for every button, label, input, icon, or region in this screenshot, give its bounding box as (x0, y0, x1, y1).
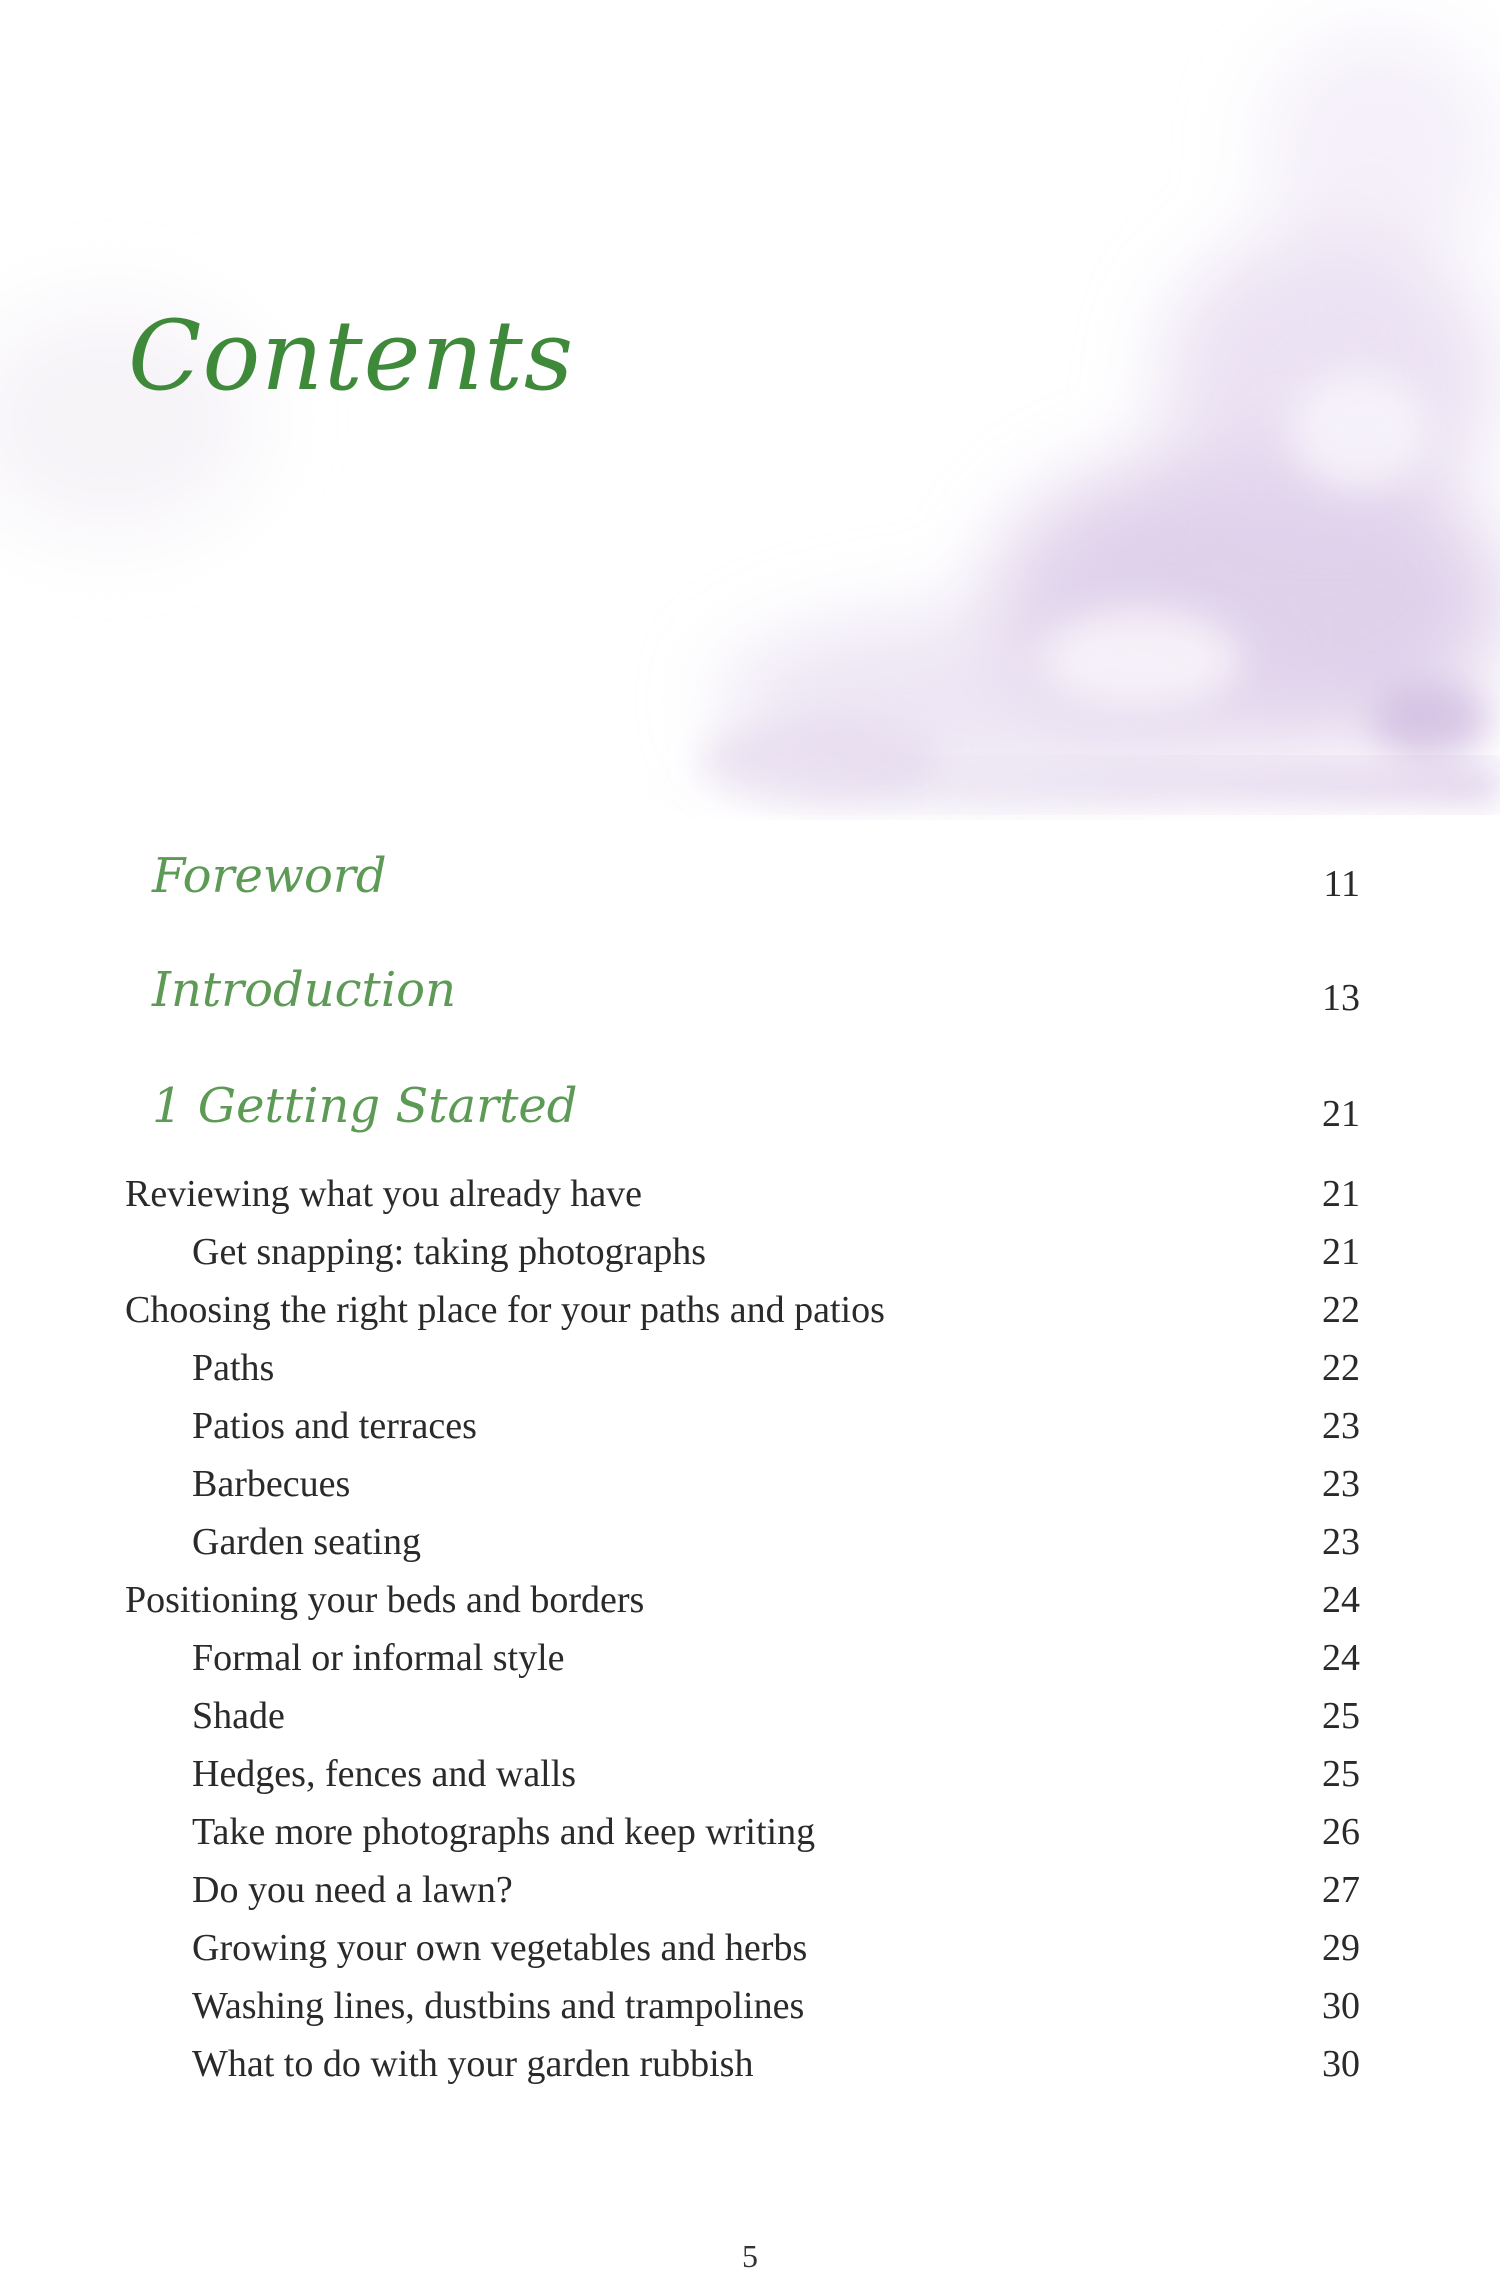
toc-section-1-getting-started (0, 1080, 1500, 1140)
toc-page-number: 23 (1322, 1521, 1360, 1563)
toc-entry-choosing-the-right-place-for-your-paths-and-patios (0, 1278, 1500, 1338)
toc-entry-title: Patios and terraces (192, 1405, 477, 1447)
toc-entry-title: Shade (192, 1695, 285, 1737)
toc-entry-paths (0, 1336, 1500, 1396)
toc-page-number: 23 (1322, 1405, 1360, 1447)
toc-page-number: 23 (1322, 1463, 1360, 1505)
toc-page-number: 22 (1322, 1289, 1360, 1331)
toc-entry-reviewing-what-you-already-have (0, 1162, 1500, 1222)
toc-entry-what-to-do-with-your-garden-rubbish (0, 2032, 1500, 2092)
toc-entry-hedges-fences-and-walls (0, 1742, 1500, 1802)
toc-section-introduction (0, 964, 1500, 1024)
toc-entry-get-snapping-taking-photographs (0, 1220, 1500, 1280)
toc-entry-barbecues (0, 1452, 1500, 1512)
toc-page-number: 11 (1323, 863, 1360, 905)
toc-page-number: 21 (1322, 1231, 1360, 1273)
toc-entry-title: Reviewing what you already have (125, 1173, 643, 1215)
toc-entry-title: Take more photographs and keep writing (192, 1811, 816, 1853)
toc-entry-title: Formal or informal style (192, 1637, 565, 1679)
toc-page-number: 21 (1322, 1173, 1360, 1215)
toc-page-number: 30 (1322, 1985, 1360, 2027)
toc-page-number: 21 (1322, 1093, 1360, 1135)
toc-entry-positioning-your-beds-and-borders (0, 1568, 1500, 1628)
toc-entry-formal-or-informal-style (0, 1626, 1500, 1686)
toc-page-number: 26 (1322, 1811, 1360, 1853)
toc-entry-title: What to do with your garden rubbish (192, 2043, 754, 2085)
toc-entry-patios-and-terraces (0, 1394, 1500, 1454)
toc-entry-title: Paths (192, 1347, 275, 1389)
toc-entry-title: Garden seating (192, 1521, 421, 1563)
page-number: 5 (742, 2238, 758, 2274)
toc-entry-title: Do you need a lawn? (192, 1869, 513, 1911)
toc-section-foreword (0, 850, 1500, 910)
toc-entry-growing-your-own-vegetables-and-herbs (0, 1916, 1500, 1976)
toc-entry-title: Get snapping: taking photographs (192, 1231, 706, 1273)
toc-entry-title: Introduction (152, 962, 456, 1018)
toc-page-number: 25 (1322, 1695, 1360, 1737)
toc-page-number: 24 (1322, 1579, 1360, 1621)
toc-entry-title: 1 Getting Started (152, 1078, 578, 1134)
toc-entry-garden-seating (0, 1510, 1500, 1570)
toc-page-number: 27 (1322, 1869, 1360, 1911)
toc-entry-title: Washing lines, dustbins and trampolines (192, 1985, 805, 2027)
toc-entry-take-more-photographs-and-keep-writing (0, 1800, 1500, 1860)
toc-entry-washing-lines-dustbins-and-trampolines (0, 1974, 1500, 2034)
toc-entry-title: Barbecues (192, 1463, 351, 1505)
toc-page-number: 25 (1322, 1753, 1360, 1795)
toc-page-number: 13 (1322, 977, 1360, 1019)
toc-page-number: 24 (1322, 1637, 1360, 1679)
toc-entry-title: Positioning your beds and borders (125, 1579, 645, 1621)
toc-entry-title: Growing your own vegetables and herbs (192, 1927, 808, 1969)
contents-heading: Contents (128, 300, 575, 412)
toc-entry-do-you-need-a-lawn (0, 1858, 1500, 1918)
toc-entry-title: Foreword (152, 848, 387, 904)
toc-entry-shade (0, 1684, 1500, 1744)
toc-entry-title: Choosing the right place for your paths and patios (125, 1289, 885, 1331)
toc-entry-title: Hedges, fences and walls (192, 1753, 577, 1795)
toc-page-number: 30 (1322, 2043, 1360, 2085)
toc-page-number: 22 (1322, 1347, 1360, 1389)
toc-page-number: 29 (1322, 1927, 1360, 1969)
